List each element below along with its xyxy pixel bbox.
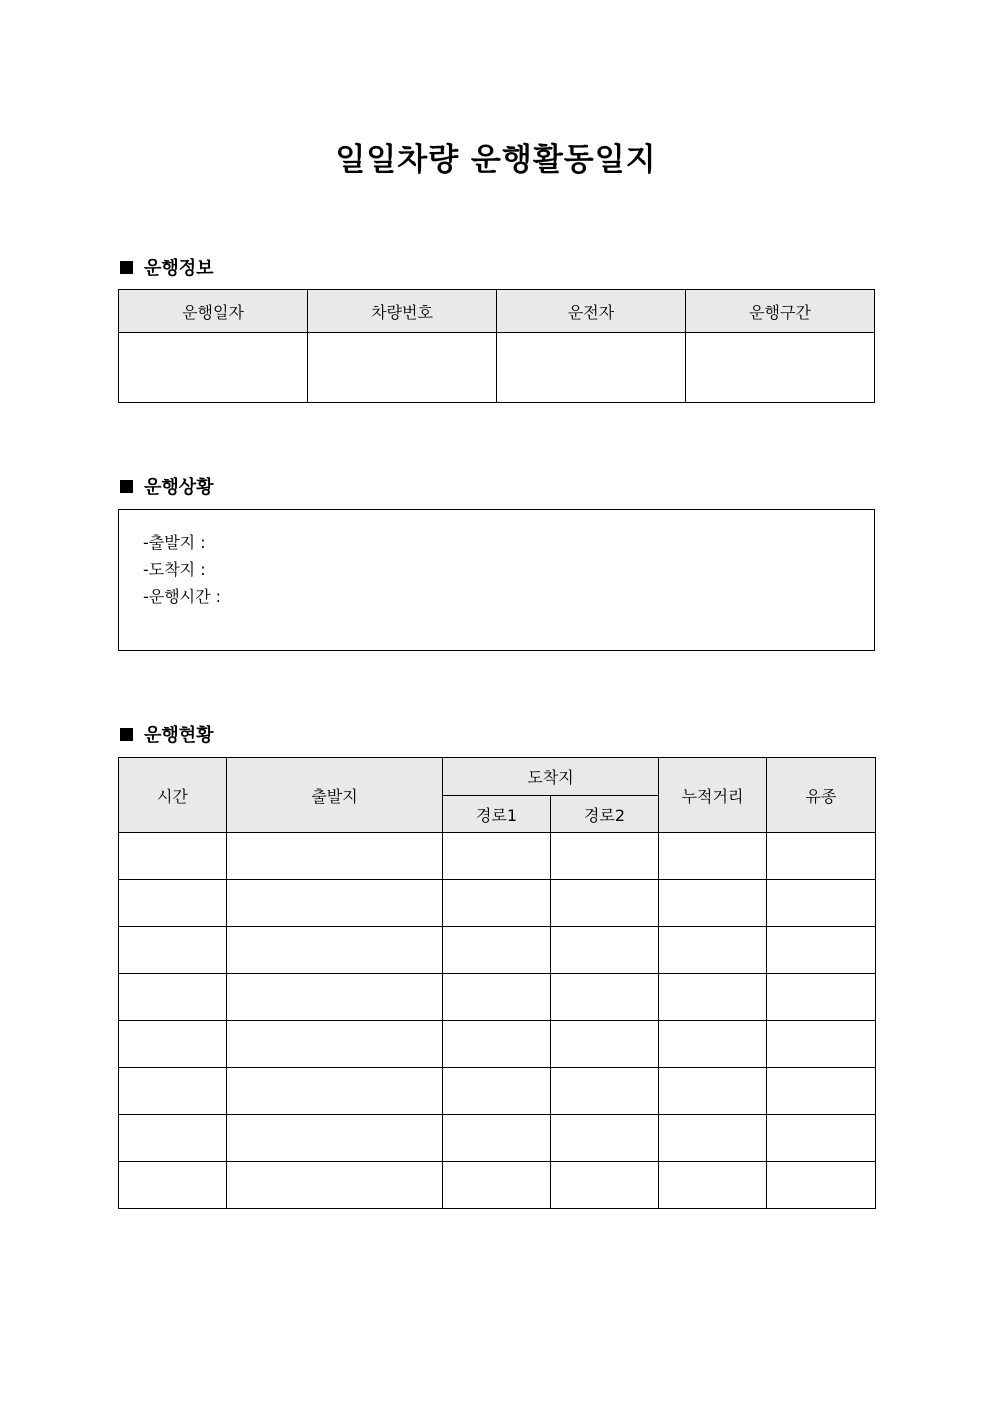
time-cell[interactable]: [119, 880, 227, 927]
route2-cell[interactable]: [551, 880, 659, 927]
route2-cell[interactable]: [551, 1021, 659, 1068]
fuel-cell[interactable]: [767, 1021, 876, 1068]
route2-cell[interactable]: [551, 927, 659, 974]
fuel-cell[interactable]: [767, 1115, 876, 1162]
section-heading-info-label: 운행정보: [144, 258, 214, 279]
departure-cell[interactable]: [227, 974, 443, 1021]
input-vehicle-number-cell[interactable]: [308, 333, 497, 403]
section-heading-info: [120, 254, 214, 280]
section-heading-situation-label: 운행상황: [144, 477, 214, 498]
table-row: [119, 1115, 876, 1162]
header-distance: 누적거리: [659, 758, 767, 833]
header-date: 운행일자: [119, 290, 308, 333]
time-cell[interactable]: [119, 1068, 227, 1115]
table-row: [119, 1021, 876, 1068]
time-cell[interactable]: [119, 1115, 227, 1162]
time-cell[interactable]: [119, 1021, 227, 1068]
input-route-section-cell[interactable]: [686, 333, 875, 403]
time-cell[interactable]: [119, 1162, 227, 1209]
header-fuel: 유종: [767, 758, 876, 833]
time-cell[interactable]: [119, 927, 227, 974]
page-title: 일일차량 운행활동일지: [335, 142, 657, 178]
route2-cell[interactable]: [551, 833, 659, 880]
route1-cell[interactable]: [443, 1021, 551, 1068]
distance-cell[interactable]: [659, 1115, 767, 1162]
route2-cell[interactable]: [551, 974, 659, 1021]
distance-cell[interactable]: [659, 1021, 767, 1068]
route1-cell[interactable]: [443, 1115, 551, 1162]
situation-time-line: -운행시간 :: [143, 587, 222, 606]
info-table: [118, 289, 875, 403]
fuel-cell[interactable]: [767, 880, 876, 927]
route2-cell[interactable]: [551, 1115, 659, 1162]
distance-cell[interactable]: [659, 880, 767, 927]
header-arrival: 도착지: [443, 758, 659, 796]
route1-cell[interactable]: [443, 974, 551, 1021]
fuel-cell[interactable]: [767, 974, 876, 1021]
distance-cell[interactable]: [659, 1162, 767, 1209]
route2-cell[interactable]: [551, 1068, 659, 1115]
table-row: [119, 927, 876, 974]
header-time: 시간: [119, 758, 227, 833]
fuel-cell[interactable]: [767, 1068, 876, 1115]
table-row: [119, 833, 876, 880]
departure-cell[interactable]: [227, 1162, 443, 1209]
header-route2: 경로2: [551, 796, 659, 833]
distance-cell[interactable]: [659, 833, 767, 880]
table-row: [119, 880, 876, 927]
departure-cell[interactable]: [227, 1115, 443, 1162]
section-heading-situation: [120, 473, 214, 499]
header-vehicle-number: 차량번호: [308, 290, 497, 333]
departure-cell[interactable]: [227, 1021, 443, 1068]
departure-cell[interactable]: [227, 927, 443, 974]
header-driver: 운전자: [497, 290, 686, 333]
route2-cell[interactable]: [551, 1162, 659, 1209]
route1-cell[interactable]: [443, 1162, 551, 1209]
fuel-cell[interactable]: [767, 833, 876, 880]
square-bullet-icon: [120, 480, 133, 493]
status-table: [118, 757, 876, 1209]
square-bullet-icon: [120, 261, 133, 274]
route1-cell[interactable]: [443, 927, 551, 974]
distance-cell[interactable]: [659, 974, 767, 1021]
section-heading-status: [120, 721, 214, 747]
header-route-section: 운행구간: [686, 290, 875, 333]
header-departure: 출발지: [227, 758, 443, 833]
status-header-row-1: [119, 758, 876, 796]
header-route1: 경로1: [443, 796, 551, 833]
route1-cell[interactable]: [443, 880, 551, 927]
departure-cell[interactable]: [227, 880, 443, 927]
fuel-cell[interactable]: [767, 1162, 876, 1209]
input-date-cell[interactable]: [119, 333, 308, 403]
situation-departure-line: -출발지 :: [143, 533, 206, 552]
info-header-row: [119, 290, 875, 333]
table-row: [119, 974, 876, 1021]
square-bullet-icon: [120, 728, 133, 741]
time-cell[interactable]: [119, 833, 227, 880]
fuel-cell[interactable]: [767, 927, 876, 974]
route1-cell[interactable]: [443, 1068, 551, 1115]
table-row: [119, 1162, 876, 1209]
section-heading-status-label: 운행현황: [144, 725, 214, 746]
time-cell[interactable]: [119, 974, 227, 1021]
distance-cell[interactable]: [659, 927, 767, 974]
departure-cell[interactable]: [227, 833, 443, 880]
input-driver-cell[interactable]: [497, 333, 686, 403]
info-input-row: [119, 333, 875, 403]
table-row: [119, 1068, 876, 1115]
situation-arrival-line: -도착지 :: [143, 560, 206, 579]
distance-cell[interactable]: [659, 1068, 767, 1115]
situation-box[interactable]: [118, 509, 875, 651]
route1-cell[interactable]: [443, 833, 551, 880]
departure-cell[interactable]: [227, 1068, 443, 1115]
